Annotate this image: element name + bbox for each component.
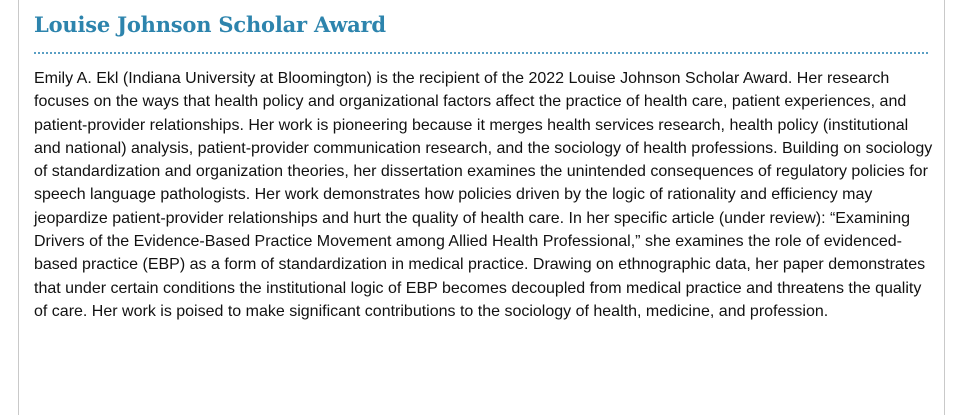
page-border-left <box>18 0 19 415</box>
award-description <box>34 67 934 323</box>
dotted-divider <box>34 52 928 54</box>
award-paragraph: Emily A. Ekl (Indiana University at Bloomington) is the recipient of the 2022 Louise Johnson Scholar Award. Her research focuses on the ways that health policy and organizational factors affect the practice of health care, patient experiences, and patient-provider relationships. Her work is pioneering because it merges health services research, health policy (institutional and national) analysis, patient-provider communication research, and the sociology of health professions. Building on sociology of standardization and organization theories, her dissertation examines the unintended consequences of regulatory policies for speech language pathologists. Her work demonstrates how policies driven by the logic of rationality and efficiency may jeopardize patient-provider relationships and hurt the quality of health care. In her specific article (under review): “Examining Drivers of the Evidence-Based Practice Movement among Allied Health Professional,” she examines the role of evidenced-based practice (EBP) as a form of standardization in medical practice. Drawing on ethnographic data, her paper demonstrates that under certain conditions the institutional logic of EBP becomes decoupled from medical practice and threatens the quality of care. Her work is poised to make significant contributions to the sociology of health, medicine, and profession. <box>34 70 933 320</box>
page-border-right <box>944 0 945 415</box>
award-title: Louise Johnson Scholar Award <box>34 12 386 37</box>
